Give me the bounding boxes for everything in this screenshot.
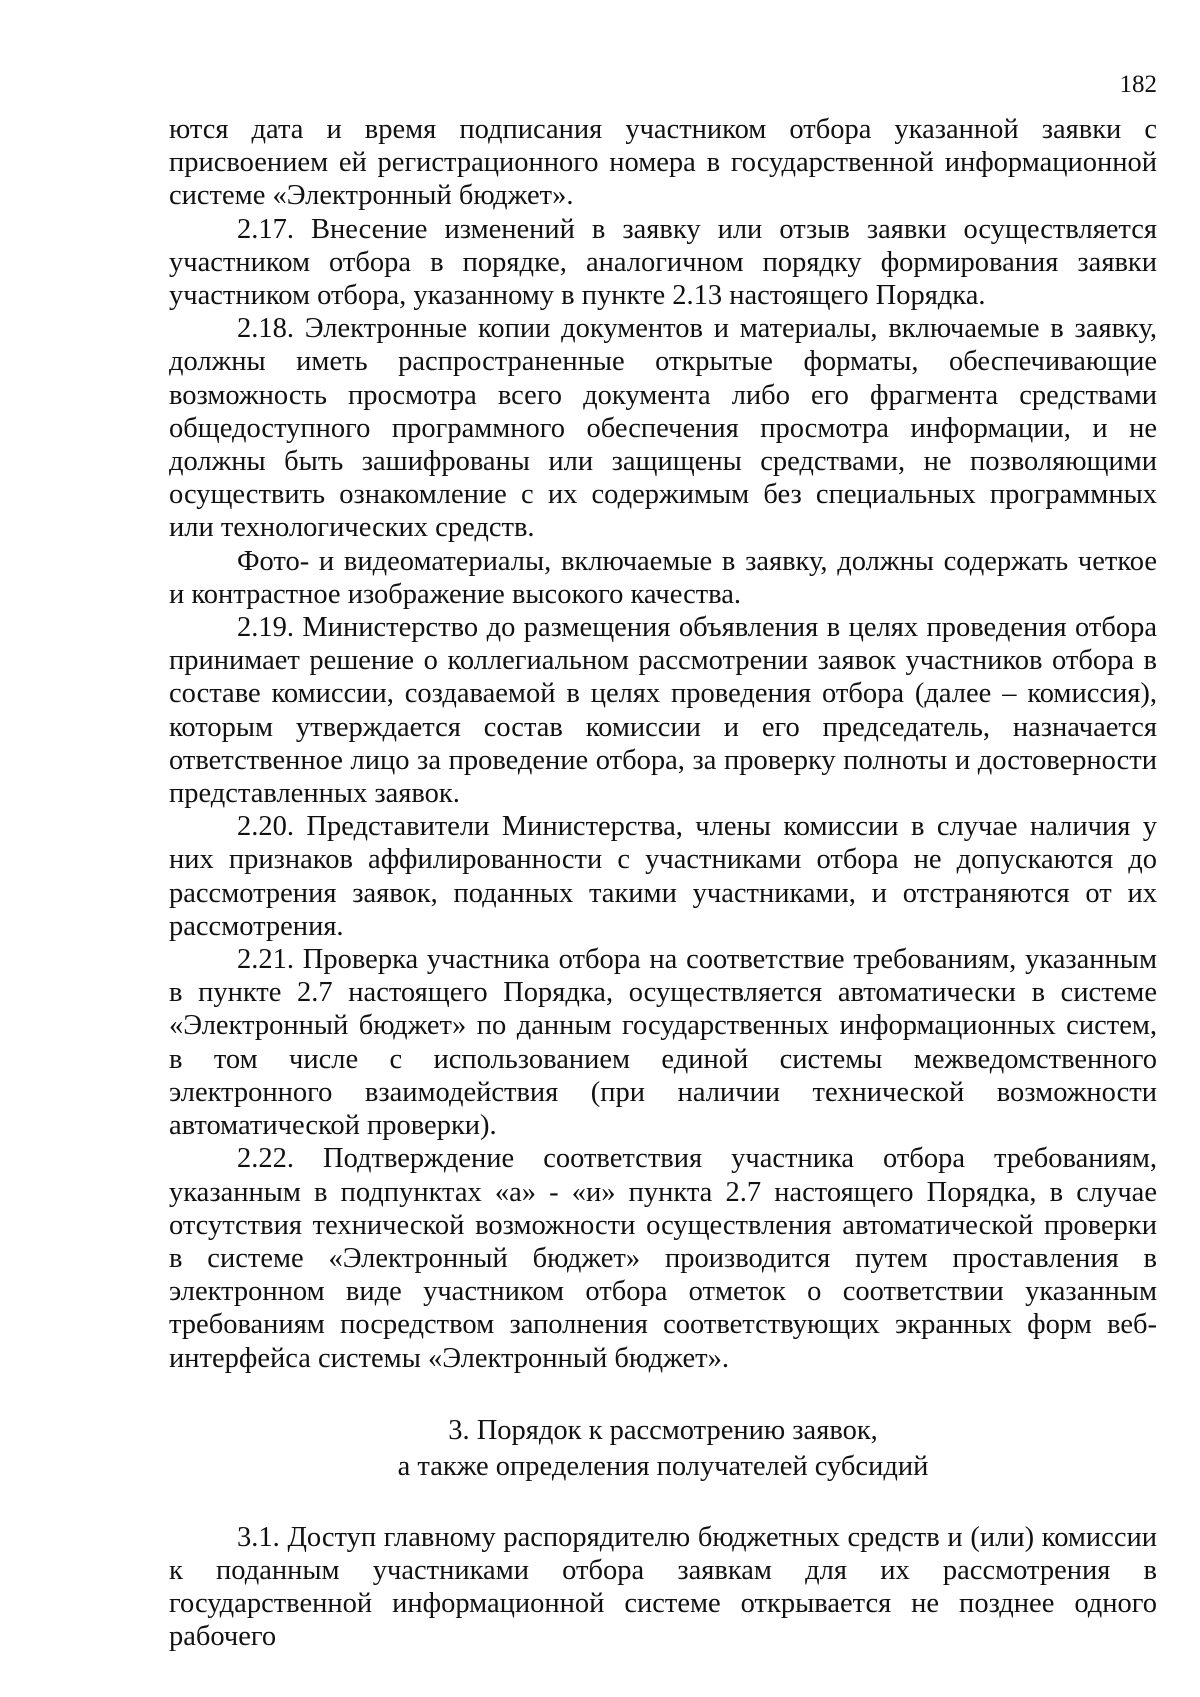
paragraph-2-22: 2.22. Подтверждение соответствия участника отбора требованиям, указанным в подпунктах «а» - «и» пункта 2.7 настоящего Порядка, в случае отсутствия технической возможности осуществления автоматической проверки в системе «Электронный бюджет» производится путем проставления в электронном виде участником отбора отметок о соответствии указанным требованиям посредством заполнения соответствующих экранных форм веб-интерфейса системы «Электронный бюджет».: [169, 1143, 1157, 1374]
paragraph-2-20: 2.20. Представители Министерства, члены комиссии в случае наличия у них признаков аффилированности с участниками отбора не допускаются до рассмотрения заявок, поданных такими участниками, и отстраняются от их рассмотрения.: [169, 811, 1157, 942]
paragraph-2-19: 2.19. Министерство до размещения объявления в целях проведения отбора принимает решение о коллегиальном рассмотрении заявок участников отбора в составе комиссии, создаваемой в целях проведения отбора (далее – комиссия), которым утверждается состав комиссии и его председатель, назначается ответственное лицо за проведение отбора, за проверку полноты и достоверности представленных заявок.: [169, 612, 1157, 810]
paragraph-2-17: 2.17. Внесение изменений в заявку или отзыв заявки осуществляется участником отбора в порядке, аналогичном порядку формирования заявки участником отбора, указанному в пункте 2.13 настоящего Порядка.: [169, 213, 1157, 312]
page-number: 182: [1119, 71, 1157, 98]
paragraph-continuation: ются дата и время подписания участником отбора указанной заявки с присвоением ей регистрационного номера в государственной информационной системе «Электронный бюджет».: [169, 114, 1157, 212]
section-3-heading: [169, 1413, 1157, 1485]
section-heading-line-1: 3. Порядок к рассмотрению заявок,: [448, 1414, 878, 1446]
section-heading-line-2: а также определения получателей субсидий: [397, 1450, 929, 1482]
document-body: [169, 113, 1157, 1654]
paragraph-2-21: 2.21. Проверка участника отбора на соответствие требованиям, указанным в пункте 2.7 настоящего Порядка, осуществляется автоматически в системе «Электронный бюджет» по данным государственных информационных систем, в том числе с использованием единой системы межведомственного электронного взаимодействия (при наличии технической возможности автоматической проверки).: [169, 944, 1157, 1142]
paragraph-2-18: 2.18. Электронные копии документов и материалы, включаемые в заявку, должны иметь распространенные открытые форматы, обеспечивающие возможность просмотра всего документа либо его фрагмента средствами общедоступного программного обеспечения просмотра информации, и не должны быть зашифрованы или защищены средствами, не позволяющими осуществить ознакомление с их содержимым без специальных программных или технологических средств.: [169, 313, 1157, 544]
paragraph-3-1: 3.1. Доступ главному распорядителю бюджетных средств и (или) комиссии к поданным участниками отбора заявкам для их рассмотрения в государственной информационной системе открывается не позднее одного рабочего: [169, 1521, 1157, 1653]
paragraph-photo-video: Фото- и видеоматериалы, включаемые в заявку, должны содержать четкое и контрастное изображение высокого качества.: [169, 545, 1157, 610]
